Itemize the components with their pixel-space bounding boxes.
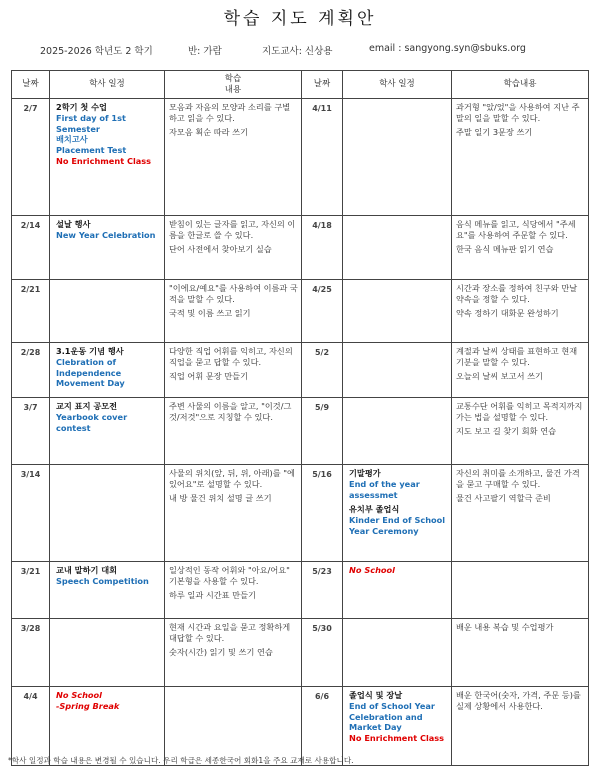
left-schedule-cell: [50, 465, 165, 562]
content-line: 국적 및 이름 쓰고 읽기: [169, 307, 251, 318]
right-content-cell: [452, 465, 589, 562]
left-date-cell: 2/21: [12, 280, 50, 343]
schedule-event: 배치고사: [56, 134, 88, 145]
content-line: 현재 시간과 요일을 묻고 정확하게 대답할 수 있다.: [169, 622, 291, 643]
content-line: 내 방 물건 위치 설명 글 쓰기: [169, 492, 272, 503]
right-content-cell: [452, 398, 589, 465]
col-content: [165, 71, 302, 99]
schedule-event: End of School Year Celebration and Market Day: [349, 700, 435, 733]
table-row: [12, 398, 589, 465]
content-line: 배운 내용 복습 및 수업평가: [456, 622, 554, 632]
right-content-cell: [452, 687, 589, 766]
col-schedule: 학사 일정: [50, 71, 165, 99]
left-date-cell: 2/28: [12, 343, 50, 398]
schedule-event: 교지 표지 공모전: [56, 401, 118, 411]
schedule-event: No School: [56, 690, 102, 700]
right-schedule-cell: [343, 398, 452, 465]
content-line: 물건 사고팔기 역할극 준비: [456, 492, 551, 503]
right-date-cell: 6/6: [302, 687, 343, 766]
right-schedule-cell: [343, 280, 452, 343]
left-schedule-cell: [50, 280, 165, 343]
col-date: 날짜: [12, 71, 50, 99]
content-line: 사물의 위치(앞, 뒤, 위, 아래)를 "에 있어요"로 설명할 수 있다.: [169, 468, 295, 489]
table-row: [12, 216, 589, 280]
schedule-event: 설날 행사: [56, 219, 91, 229]
left-date-cell: 3/21: [12, 562, 50, 619]
schedule-event: Kinder End of School Year Ceremony: [349, 515, 446, 537]
left-schedule-cell: [50, 216, 165, 280]
content-line: 한국 음식 메뉴판 읽기 연습: [456, 243, 554, 254]
right-content-cell: [452, 99, 589, 216]
schedule-event: No Enrichment Class: [349, 733, 445, 744]
right-date-cell: 5/16: [302, 465, 343, 562]
left-date-cell: 3/7: [12, 398, 50, 465]
left-content-cell: [165, 562, 302, 619]
right-date-cell: 4/25: [302, 280, 343, 343]
right-content-cell: [452, 216, 589, 280]
schedule-event: Yearbook cover contest: [56, 411, 128, 433]
content-line: 약속 정하기 대화문 완성하기: [456, 307, 559, 318]
right-schedule-cell: [343, 619, 452, 687]
teacher-email: email : sangyong.syn@sbuks.org: [369, 43, 526, 54]
right-content-cell: [452, 343, 589, 398]
right-date-cell: 5/9: [302, 398, 343, 465]
right-date-cell: 5/23: [302, 562, 343, 619]
content-line: 주변 사물의 이름을 알고, "이것/그것/저것"으로 지칭할 수 있다.: [169, 401, 292, 422]
content-line: 일상적인 동작 어휘와 "아요/어요" 기본형을 사용할 수 있다.: [169, 565, 290, 586]
right-schedule-cell: [343, 562, 452, 619]
left-content-cell: [165, 398, 302, 465]
left-schedule-cell: [50, 687, 165, 766]
schedule-event: 유치부 졸업식: [349, 504, 400, 515]
schedule-event: 기말평가: [349, 468, 381, 478]
left-content-cell: [165, 216, 302, 280]
left-content-cell: [165, 687, 302, 766]
right-schedule-cell: [343, 99, 452, 216]
schedule-event: Speech Competition: [56, 575, 149, 586]
right-date-cell: 4/18: [302, 216, 343, 280]
right-content-cell: [452, 562, 589, 619]
table-row: [12, 619, 589, 687]
col-content-line2: 내용: [224, 84, 242, 95]
content-line: 교통수단 어휘를 익히고 목적지까지 가는 법을 설명할 수 있다.: [456, 401, 583, 422]
schedule-event: 교내 말하기 대회: [56, 565, 118, 575]
left-schedule-cell: [50, 562, 165, 619]
schedule-event: No Enrichment Class: [56, 156, 152, 167]
content-line: 직업 어휘 문장 만들기: [169, 370, 248, 381]
content-line: 음식 메뉴를 읽고, 식당에서 "주세요"를 사용하여 주문할 수 있다.: [456, 219, 576, 240]
content-line: 계절과 날씨 상태를 표현하고 현재 기분을 말할 수 있다.: [456, 346, 578, 367]
content-line: 배운 한국어(숫자, 가격, 주문 등)를 실제 상황에서 사용한다.: [456, 690, 581, 711]
left-content-cell: [165, 619, 302, 687]
left-content-cell: [165, 280, 302, 343]
page-title: 학습 지도 계획안: [223, 9, 377, 29]
right-date-cell: 4/11: [302, 99, 343, 216]
table-row: [12, 562, 589, 619]
left-schedule-cell: [50, 619, 165, 687]
content-line: 하루 일과 시간표 만들기: [169, 589, 256, 600]
content-line: 오늘의 날씨 보고서 쓰기: [456, 370, 543, 381]
content-line: 시간과 장소를 정하여 친구와 만날 약속을 정할 수 있다.: [456, 283, 578, 304]
schedule-event: Placement Test: [56, 145, 127, 156]
left-content-cell: [165, 99, 302, 216]
right-schedule-cell: [343, 687, 452, 766]
header-info: [0, 43, 600, 57]
left-date-cell: 3/14: [12, 465, 50, 562]
content-line: 과거형 "았/었"을 사용하여 지난 주말의 일을 말할 수 있다.: [456, 102, 580, 123]
schedule-event: 2학기 첫 수업: [56, 102, 107, 112]
left-content-cell: [165, 343, 302, 398]
schedule-event: No School: [349, 565, 395, 575]
right-date-cell: 5/2: [302, 343, 343, 398]
plan-table: [11, 70, 589, 766]
content-line: 단어 사전에서 찾아보기 실습: [169, 243, 272, 254]
right-schedule-cell: [343, 343, 452, 398]
schedule-event: 3.1운동 기념 행사: [56, 346, 124, 356]
col-content-line1: 학습: [224, 73, 242, 84]
content-line: "이에요/예요"를 사용하여 이름과 국적을 말할 수 있다.: [169, 283, 298, 304]
teacher-name: 지도교사: 신상용: [262, 46, 333, 57]
year-term: 2025-2026 학년도 2 학기: [40, 46, 153, 57]
table-row: [12, 280, 589, 343]
schedule-event: 졸업식 및 장날: [349, 690, 403, 700]
left-schedule-cell: [50, 398, 165, 465]
schedule-event: First day of 1st Semester: [56, 112, 126, 134]
schedule-event: -Spring Break: [56, 700, 120, 711]
left-content-cell: [165, 465, 302, 562]
right-date-cell: 5/30: [302, 619, 343, 687]
content-line: 숫자(시간) 읽기 및 쓰기 연습: [169, 646, 273, 657]
left-schedule-cell: [50, 99, 165, 216]
schedule-event: End of the year assessmet: [349, 478, 420, 500]
schedule-event: Clebration of Independence Movement Day: [56, 356, 125, 389]
left-date-cell: 4/4: [12, 687, 50, 766]
right-schedule-cell: [343, 216, 452, 280]
content-line: 주말 일기 3문장 쓰기: [456, 126, 533, 137]
col-schedule-2: 학사 일정: [343, 71, 452, 99]
schedule-event: New Year Celebration: [56, 229, 156, 240]
table-row: [12, 687, 589, 766]
col-content-2: 학습내용: [452, 71, 589, 99]
content-line: 모음과 자음의 모양과 소리를 구별하고 읽을 수 있다.: [169, 102, 291, 123]
table-header-row: [12, 71, 589, 99]
content-line: 자신의 취미를 소개하고, 물건 가격을 묻고 구매할 수 있다.: [456, 468, 580, 489]
plan-table-body: [12, 99, 589, 766]
right-content-cell: [452, 619, 589, 687]
class-name: 반: 가람: [188, 46, 222, 57]
right-schedule-cell: [343, 465, 452, 562]
table-row: [12, 465, 589, 562]
content-line: 자모음 획순 따라 쓰기: [169, 126, 248, 137]
left-date-cell: 3/28: [12, 619, 50, 687]
col-date-2: 날짜: [302, 71, 343, 99]
content-line: 받침이 있는 글자를 읽고, 자신의 이름을 한글로 쓸 수 있다.: [169, 219, 296, 240]
footer-note: *학사 일정과 학습 내용은 변경될 수 있습니다. 우리 학급은 세종한국어 회화1을 주요 교재로 사용합니다.: [8, 756, 354, 765]
right-content-cell: [452, 280, 589, 343]
content-line: 다양한 직업 어휘를 익히고, 자신의 직업을 묻고 답할 수 있다.: [169, 346, 293, 367]
left-date-cell: 2/14: [12, 216, 50, 280]
left-schedule-cell: [50, 343, 165, 398]
table-row: [12, 99, 589, 216]
content-line: 지도 보고 길 찾기 회화 연습: [456, 425, 557, 436]
left-date-cell: 2/7: [12, 99, 50, 216]
table-row: [12, 343, 589, 398]
